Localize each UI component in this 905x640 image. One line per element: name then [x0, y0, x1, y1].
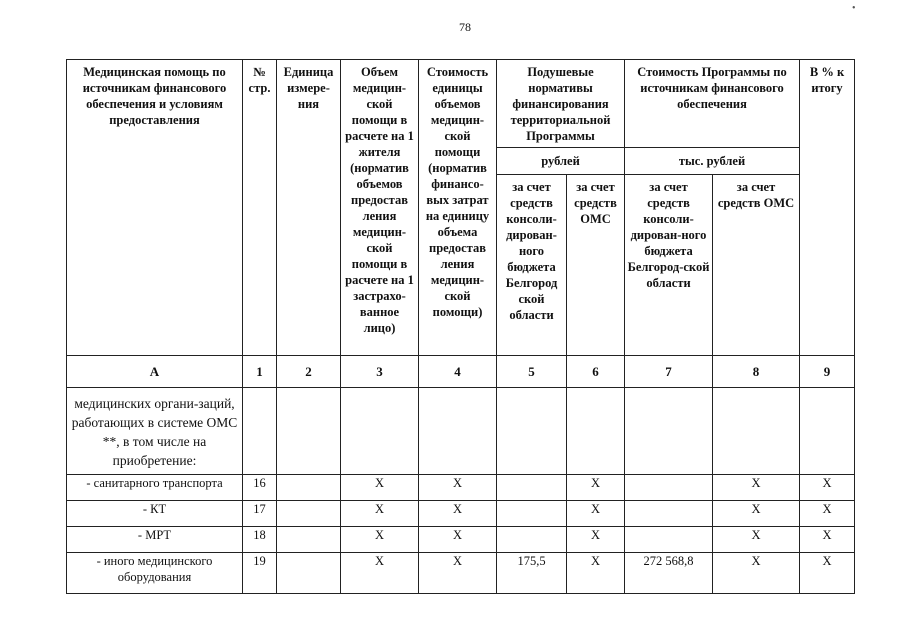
row-norms-budget	[497, 501, 567, 527]
index-cell: 8	[713, 356, 800, 388]
header-percent-total: В % к итогу	[800, 60, 855, 356]
row-cost-oms: Х	[713, 475, 800, 501]
row-norms-oms: Х	[567, 501, 625, 527]
row-volume: Х	[341, 527, 419, 553]
header-norms-oms: за счет средств ОМС	[567, 175, 625, 356]
row-percent: Х	[800, 527, 855, 553]
row-unit-cost: Х	[419, 527, 497, 553]
row-cost-oms: Х	[713, 501, 800, 527]
row-unit-cost: Х	[419, 553, 497, 594]
row-volume: Х	[341, 475, 419, 501]
row-norms-oms: Х	[567, 527, 625, 553]
column-index-row	[67, 356, 855, 388]
header-unit: Единица измере-ния	[277, 60, 341, 356]
row-unit-cost: Х	[419, 475, 497, 501]
header-volume: Объем медицин-ской помощи в расчете на 1 жителя (норматив объемов предостав ления медицин-ской помощи в расчете на 1 застрахо-ванное лицо)	[341, 60, 419, 356]
row-number: 17	[243, 501, 277, 527]
header-norms-budget: за счет средств консоли-дирован-ного бюджета Белгород ской области	[497, 175, 567, 356]
row-percent: Х	[800, 501, 855, 527]
index-cell: 2	[277, 356, 341, 388]
row-percent: Х	[800, 475, 855, 501]
row-cost-budget	[625, 527, 713, 553]
row-label: медицинских органи-заций, работающих в системе ОМС **, в том числе на приобретение:	[67, 388, 243, 475]
row-cost-budget	[625, 475, 713, 501]
header-unit-cost: Стоимость единицы объемов медицин-ской помощи (норматив финансо-вых затрат на единицу объема предостав ления медицин-ской помощи)	[419, 60, 497, 356]
index-cell: 3	[341, 356, 419, 388]
index-cell: 4	[419, 356, 497, 388]
row-volume: Х	[341, 553, 419, 594]
header-unit-thousand-rubles: тыс. рублей	[625, 148, 800, 175]
row-number	[243, 388, 277, 475]
row-number: 18	[243, 527, 277, 553]
corner-mark: •	[852, 3, 856, 14]
index-cell: 5	[497, 356, 567, 388]
row-norms-budget: 175,5	[497, 553, 567, 594]
row-unit-cost: Х	[419, 501, 497, 527]
page-number: 78	[459, 20, 471, 34]
index-cell: 7	[625, 356, 713, 388]
row-cost-oms: Х	[713, 553, 800, 594]
row-volume	[341, 388, 419, 475]
header-program-cost: Стоимость Программы по источникам финансового обеспечения	[625, 60, 800, 148]
row-number: 16	[243, 475, 277, 501]
row-norms-budget	[497, 475, 567, 501]
row-norms-oms	[567, 388, 625, 475]
row-number: 19	[243, 553, 277, 594]
row-label: - иного медицинского оборудования	[67, 553, 243, 594]
row-cost-budget: 272 568,8	[625, 553, 713, 594]
table-body	[67, 356, 855, 594]
index-cell: А	[67, 356, 243, 388]
index-cell: 1	[243, 356, 277, 388]
row-volume: Х	[341, 501, 419, 527]
row-cost-budget	[625, 388, 713, 475]
row-unit	[277, 388, 341, 475]
header-cost-budget: за счет средств консоли-дирован-ного бюджета Белгород-ской области	[625, 175, 713, 356]
row-cost-oms: Х	[713, 527, 800, 553]
index-cell: 9	[800, 356, 855, 388]
row-label: - КТ	[67, 501, 243, 527]
table-row	[67, 388, 855, 475]
index-cell: 6	[567, 356, 625, 388]
row-cost-budget	[625, 501, 713, 527]
table-header	[67, 60, 855, 356]
row-label: - МРТ	[67, 527, 243, 553]
row-unit	[277, 553, 341, 594]
header-row-number: № стр.	[243, 60, 277, 356]
table-row	[67, 527, 855, 553]
header-cost-oms: за счет средств ОМС	[713, 175, 800, 356]
row-label: - санитарного транспорта	[67, 475, 243, 501]
row-unit	[277, 475, 341, 501]
row-unit-cost	[419, 388, 497, 475]
table-row	[67, 553, 855, 594]
financing-table	[66, 59, 855, 594]
header-unit-rubles: рублей	[497, 148, 625, 175]
row-percent: Х	[800, 553, 855, 594]
table-row	[67, 501, 855, 527]
header-medical-care: Медицинская помощь по источникам финансового обеспечения и условиям предоставления	[67, 60, 243, 356]
row-norms-budget	[497, 527, 567, 553]
row-norms-oms: Х	[567, 475, 625, 501]
row-percent	[800, 388, 855, 475]
row-unit	[277, 527, 341, 553]
row-unit	[277, 501, 341, 527]
row-cost-oms	[713, 388, 800, 475]
header-per-capita-norms: Подушевые нормативы финансирования территориальной Программы	[497, 60, 625, 148]
row-norms-budget	[497, 388, 567, 475]
row-norms-oms: Х	[567, 553, 625, 594]
table-row	[67, 475, 855, 501]
